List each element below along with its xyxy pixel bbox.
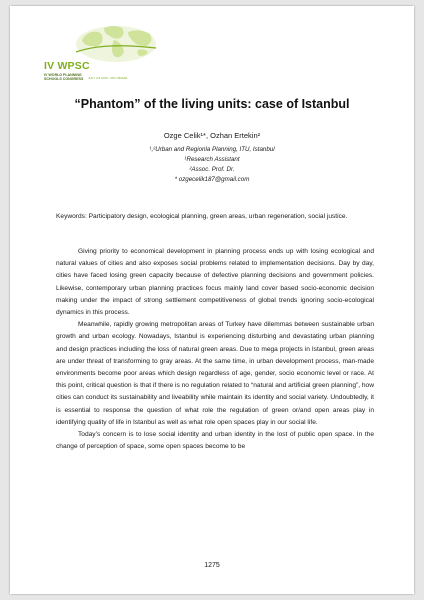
affiliation-line: ¹,²Urban and Regionla Planning, ITU, Istanbul — [149, 146, 275, 153]
logo-tagline: JULY 4-8 2016 • RIO, BRAZIL — [88, 76, 128, 80]
author-email: * ozgecelik187@gmail.com — [174, 176, 250, 183]
paragraph: Today’s concern is to lose social identity and urban identity in the lost of public open space. In the change of perception of space, some open spaces become to be — [56, 431, 374, 451]
logo-subtitle: IV WORLD PLANNING SCHOOLS CONGRESS — [44, 73, 84, 82]
affiliation-line: ²Assoc. Prof. Dr. — [189, 166, 235, 173]
paper-title: “Phantom” of the living units: case of Istanbul — [74, 97, 350, 111]
congress-logo — [44, 22, 164, 84]
affiliations — [10, 145, 414, 185]
keywords: Keywords: Participatory design, ecological planning, green areas, urban regeneration, social justice. — [56, 213, 348, 220]
author-list: Ozge Celik¹*, Ozhan Ertekin² — [163, 131, 261, 140]
globe-map-icon — [74, 22, 158, 62]
body-text — [56, 246, 374, 453]
logo-title: IV WPSC — [44, 60, 90, 72]
page-number: 1275 — [204, 562, 220, 569]
affiliation-line: ¹Research Assistant — [184, 156, 240, 163]
paragraph: Giving priority to economical development in planning process ends up with losing ecological and natural values of cities and also exposes social problems related to implementation decisions. Day by day, cities have faced losing green capacity because of defective planning decisions and government policies. Likewise, contemporary urban planning practices focus mainly land cover based socio-economic decision making under the impact of strong settlement competitiveness of global trends ignoring socio-ecological dynamics in this process. — [56, 248, 374, 317]
document-page — [10, 6, 414, 594]
paragraph: Meanwhile, rapidly growing metropolitan areas of Turkey have dilemmas between sustainable urban growth and urban ecology. Nowadays, Istanbul is experiencing disturbing and devastating urban planning and design practices including the loss of natural green areas. Due to mega projects in Istanbul, green areas are under threat of transforming to gray areas. At the same time, in urban development process, man-made environments become poor areas which design regardless of age, gender, socio economic level or race. At this point, critical question is that if there is no regulation related to “natural and artificial green planning”, how cities can conduct its sustainability and liveability while maintain its identity and social variety. Undoubtedly, it is essential to response the question of what role the regulation of green or/and open areas play in identifying quality of life in Istanbul as well as what role open spaces play in our social life. — [56, 321, 374, 426]
